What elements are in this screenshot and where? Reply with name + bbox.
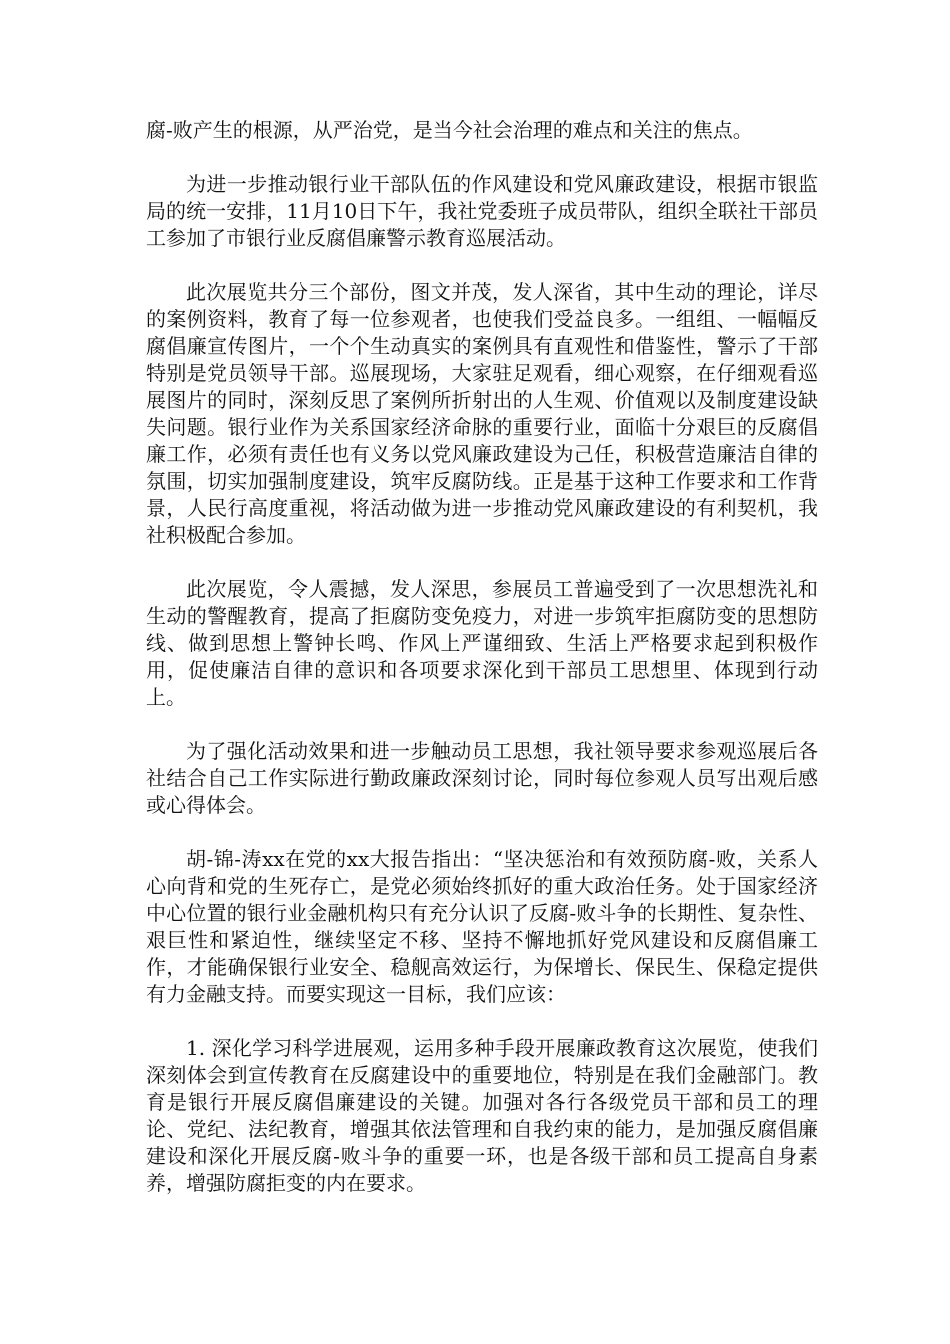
paragraph-5: 为了强化活动效果和进一步触动员工思想，我社领导要求参观巡展后各社结合自己工作实际进行勤政廉政深刻讨论，同时每位参观人员写出观后感或心得体会。	[146, 739, 818, 817]
document-page	[146, 117, 818, 1224]
paragraph-2: 为进一步推动银行业干部队伍的作风建设和党风廉政建设，根据市银监局的统一安排，11月10日下午，我社党委班子成员带队，组织全联社干部员工参加了市银行业反腐倡廉警示教育巡展活动。	[146, 172, 818, 250]
paragraph-3: 此次展览共分三个部份，图文并茂，发人深省，其中生动的理论，详尽的案例资料，教育了每一位参观者，也使我们受益良多。一组组、一幅幅反腐倡廉宣传图片，一个个生动真实的案例具有直观性和借鉴性，警示了干部特别是党员领导干部。巡展现场，大家驻足观看，细心观察，在仔细观看巡展图片的同时，深刻反思了案例所折射出的人生观、价值观以及制度建设缺失问题。银行业作为关系国家经济命脉的重要行业，面临十分艰巨的反腐倡廉工作，必须有责任也有义务以党风廉政建设为己任，积极营造廉洁自律的氛围，切实加强制度建设，筑牢反腐防线。正是基于这种工作要求和工作背景，人民行高度重视，将活动做为进一步推动党风廉政建设的有利契机，我社积极配合参加。	[146, 280, 818, 547]
paragraph-6: 胡-锦-涛xx在党的xx大报告指出：“坚决惩治和有效预防腐-败，关系人心向背和党的生死存亡，是党必须始终抓好的重大政治任务。处于国家经济中心位置的银行业金融机构只有充分认识了反腐-败斗争的长期性、复杂性、艰巨性和紧迫性，继续坚定不移、坚持不懈地抓好党风建设和反腐倡廉工作，才能确保银行业安全、稳舰高效运行，为保增长、保民生、保稳定提供有力金融支持。而要实现这一目标，我们应该：	[146, 847, 818, 1006]
paragraph-4: 此次展览，令人震撼，发人深思，参展员工普遍受到了一次思想洗礼和生动的警醒教育，提高了拒腐防变免疫力，对进一步筑牢拒腐防变的思想防线、做到思想上警钟长鸣、作风上严谨细致、生活上严格要求起到积极作用，促使廉洁自律的意识和各项要求深化到干部员工思想里、体现到行动上。	[146, 577, 818, 709]
paragraph-1: 腐-败产生的根源，从严治党，是当今社会治理的难点和关注的焦点。	[146, 118, 753, 142]
paragraph-7: 1. 深化学习科学进展观，运用多种手段开展廉政教育这次展览，使我们深刻体会到宣传教育在反腐建设中的重要地位，特别是在我们金融部门。教育是银行开展反腐倡廉建设的关键。加强对各行各级党员干部和员工的理论、党纪、法纪教育，增强其依法管理和自我约束的能力，是加强反腐倡廉建设和深化开展反腐-败斗争的重要一环，也是各级干部和员工提高自身素养，增强防腐拒变的内在要求。	[146, 1036, 818, 1195]
